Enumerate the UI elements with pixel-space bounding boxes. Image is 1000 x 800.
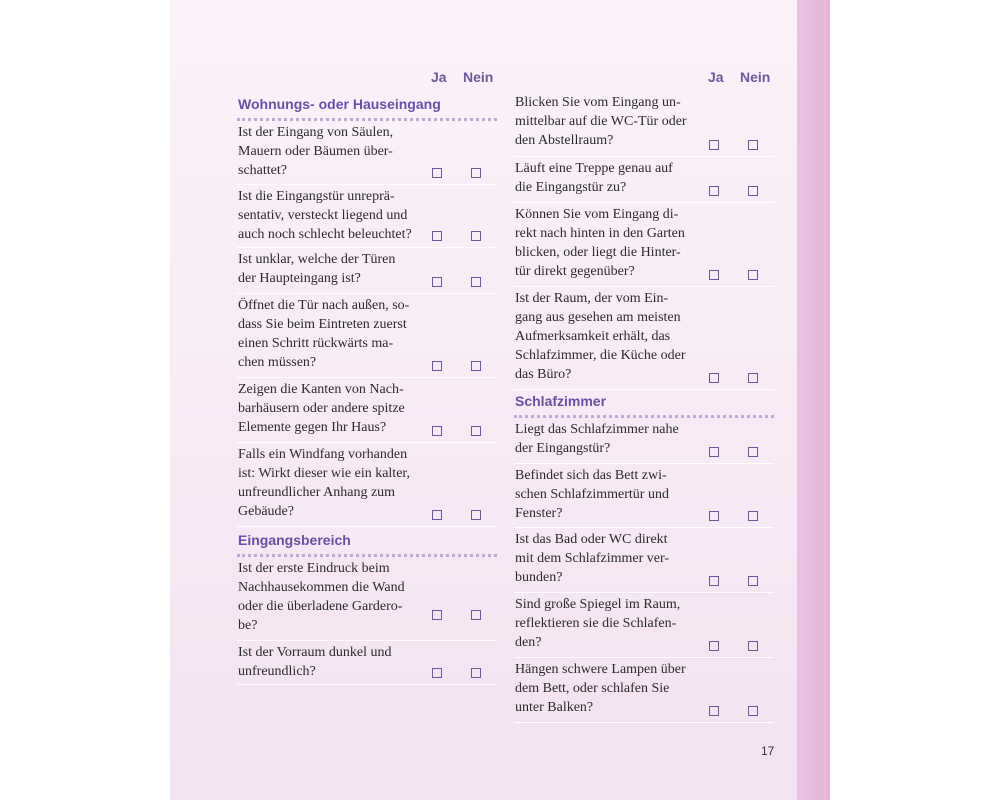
question-item xyxy=(237,247,497,294)
question-item xyxy=(514,417,774,464)
question-line: reflektieren sie die Schlafen- xyxy=(515,616,677,631)
question-text xyxy=(238,250,423,288)
checkbox-ja[interactable] xyxy=(709,706,719,716)
question-line: oder die überladene Gardero- xyxy=(238,599,403,614)
question-item xyxy=(514,527,774,593)
question-line: Ist der Vorraum dunkel und xyxy=(238,645,392,660)
question-line: Schlafzimmer, die Küche oder xyxy=(515,348,686,363)
question-text xyxy=(515,466,700,523)
question-line: dem Bett, oder schlafen Sie xyxy=(515,681,670,696)
question-line: einen Schritt rückwärts ma- xyxy=(238,336,394,351)
question-text xyxy=(515,93,700,150)
checkbox-ja[interactable] xyxy=(709,270,719,280)
question-text xyxy=(238,445,423,521)
question-text xyxy=(238,123,423,180)
section-title: Wohnungs- oder Hauseingang xyxy=(238,96,441,112)
question-item xyxy=(514,286,774,390)
question-line: Öffnet die Tür nach außen, so- xyxy=(238,298,410,313)
question-line: unfreundlicher Anhang zum xyxy=(238,485,396,500)
question-line: Ist das Bad oder WC direkt xyxy=(515,532,668,547)
question-line: sentativ, versteckt liegend und xyxy=(238,208,408,223)
question-line: Läuft eine Treppe genau auf xyxy=(515,161,673,176)
question-item xyxy=(514,657,774,723)
checkbox-ja[interactable] xyxy=(709,140,719,150)
question-line: den? xyxy=(515,635,542,650)
question-line: Gebäude? xyxy=(238,504,294,519)
question-line: Ist der Eingang von Säulen, xyxy=(238,125,394,140)
question-line: Blicken Sie vom Eingang un- xyxy=(515,95,681,110)
question-line: Können Sie vom Eingang di- xyxy=(515,207,679,222)
checkbox-nein[interactable] xyxy=(471,668,481,678)
checkbox-nein[interactable] xyxy=(471,231,481,241)
question-item xyxy=(514,202,774,287)
question-item xyxy=(514,592,774,658)
checkbox-ja[interactable] xyxy=(709,373,719,383)
question-line: Nachhausekommen die Wand xyxy=(238,580,405,595)
question-line: Befindet sich das Bett zwi- xyxy=(515,468,667,483)
checkbox-nein[interactable] xyxy=(471,426,481,436)
question-line: chen müssen? xyxy=(238,355,317,370)
question-line: Falls ein Windfang vorhanden xyxy=(238,447,408,462)
checkbox-ja[interactable] xyxy=(432,510,442,520)
question-text xyxy=(515,205,700,281)
checkbox-nein[interactable] xyxy=(471,168,481,178)
section-heading xyxy=(237,530,497,557)
section-heading xyxy=(237,94,497,121)
checkbox-ja[interactable] xyxy=(709,511,719,521)
question-line: Ist der Raum, der vom Ein- xyxy=(515,291,669,306)
question-text xyxy=(238,643,423,681)
question-text xyxy=(238,296,423,372)
checkbox-nein[interactable] xyxy=(748,373,758,383)
question-text xyxy=(515,530,700,587)
header-ja: Ja xyxy=(431,69,447,85)
question-item xyxy=(237,293,497,378)
checkbox-ja[interactable] xyxy=(432,668,442,678)
question-line: rekt nach hinten in den Garten xyxy=(515,226,685,241)
question-text xyxy=(238,380,423,437)
question-line: ist: Wirkt dieser wie ein kalter, xyxy=(238,466,411,481)
question-line: Hängen schwere Lampen über xyxy=(515,662,686,677)
checkbox-nein[interactable] xyxy=(748,186,758,196)
checkbox-nein[interactable] xyxy=(748,576,758,586)
question-item xyxy=(514,463,774,528)
checkbox-nein[interactable] xyxy=(748,270,758,280)
question-line: auch noch schlecht beleuchtet? xyxy=(238,227,412,242)
question-item xyxy=(237,442,497,527)
question-line: schattet? xyxy=(238,163,287,178)
question-text xyxy=(238,559,423,635)
question-line: mit dem Schlafzimmer ver- xyxy=(515,551,670,566)
question-line: mittelbar auf die WC-Tür oder xyxy=(515,114,687,129)
question-text xyxy=(515,420,700,458)
checkbox-nein[interactable] xyxy=(748,140,758,150)
checkbox-ja[interactable] xyxy=(432,277,442,287)
question-line: Ist unklar, welche der Türen xyxy=(238,252,396,267)
question-line: Liegt das Schlafzimmer nahe xyxy=(515,422,679,437)
question-item xyxy=(237,556,497,641)
checkbox-ja[interactable] xyxy=(432,168,442,178)
header-nein: Nein xyxy=(740,69,771,85)
checkbox-nein[interactable] xyxy=(748,511,758,521)
question-line: Ist die Eingangstür unreprä- xyxy=(238,189,395,204)
question-text xyxy=(515,159,700,197)
question-item xyxy=(237,377,497,443)
question-item xyxy=(514,156,774,203)
header-nein: Nein xyxy=(463,69,494,85)
header-ja: Ja xyxy=(708,69,724,85)
question-line: blicken, oder liegt die Hinter- xyxy=(515,245,681,260)
checkbox-nein[interactable] xyxy=(471,277,481,287)
question-line: be? xyxy=(238,618,258,633)
checkbox-ja[interactable] xyxy=(709,447,719,457)
question-line: Aufmerksamkeit erhält, das xyxy=(515,329,671,344)
checkbox-nein[interactable] xyxy=(471,361,481,371)
question-line: Mauern oder Bäumen über- xyxy=(238,144,393,159)
question-item xyxy=(237,184,497,248)
question-line: Elemente gegen Ihr Haus? xyxy=(238,420,387,435)
checkbox-nein[interactable] xyxy=(748,641,758,651)
question-line: tür direkt gegenüber? xyxy=(515,264,635,279)
question-line: das Büro? xyxy=(515,367,572,382)
section-title: Eingangsbereich xyxy=(238,532,351,548)
section-title: Schlafzimmer xyxy=(515,393,607,409)
question-item xyxy=(514,90,774,157)
section-heading xyxy=(514,391,774,418)
checkbox-nein[interactable] xyxy=(471,510,481,520)
question-item xyxy=(237,120,497,185)
checkbox-nein[interactable] xyxy=(748,706,758,716)
question-line: den Abstellraum? xyxy=(515,133,614,148)
checkbox-ja[interactable] xyxy=(432,361,442,371)
checkbox-ja[interactable] xyxy=(709,576,719,586)
page-number: 17 xyxy=(761,744,775,758)
question-line: gang aus gesehen am meisten xyxy=(515,310,681,325)
question-item xyxy=(237,640,497,685)
checkbox-ja[interactable] xyxy=(432,426,442,436)
question-line: der Eingangstür? xyxy=(515,441,611,456)
question-line: bunden? xyxy=(515,570,563,585)
question-line: Fenster? xyxy=(515,506,563,521)
question-line: der Haupteingang ist? xyxy=(238,271,361,286)
question-line: die Eingangstür zu? xyxy=(515,180,627,195)
question-line: dass Sie beim Eintreten zuerst xyxy=(238,317,407,332)
checkbox-nein[interactable] xyxy=(471,610,481,620)
question-line: unfreundlich? xyxy=(238,664,316,679)
checkbox-ja[interactable] xyxy=(432,610,442,620)
checkbox-ja[interactable] xyxy=(432,231,442,241)
question-line: Zeigen die Kanten von Nach- xyxy=(238,382,404,397)
question-line: Sind große Spiegel im Raum, xyxy=(515,597,681,612)
checkbox-ja[interactable] xyxy=(709,641,719,651)
question-text xyxy=(515,660,700,717)
question-text xyxy=(515,595,700,652)
checkbox-ja[interactable] xyxy=(709,186,719,196)
checkbox-nein[interactable] xyxy=(748,447,758,457)
question-line: Ist der erste Eindruck beim xyxy=(238,561,390,576)
question-line: schen Schlafzimmertür und xyxy=(515,487,669,502)
page-edge-strip xyxy=(797,0,830,800)
question-line: barhäusern oder andere spitze xyxy=(238,401,405,416)
question-text xyxy=(238,187,423,244)
question-line: unter Balken? xyxy=(515,700,594,715)
question-text xyxy=(515,289,700,384)
